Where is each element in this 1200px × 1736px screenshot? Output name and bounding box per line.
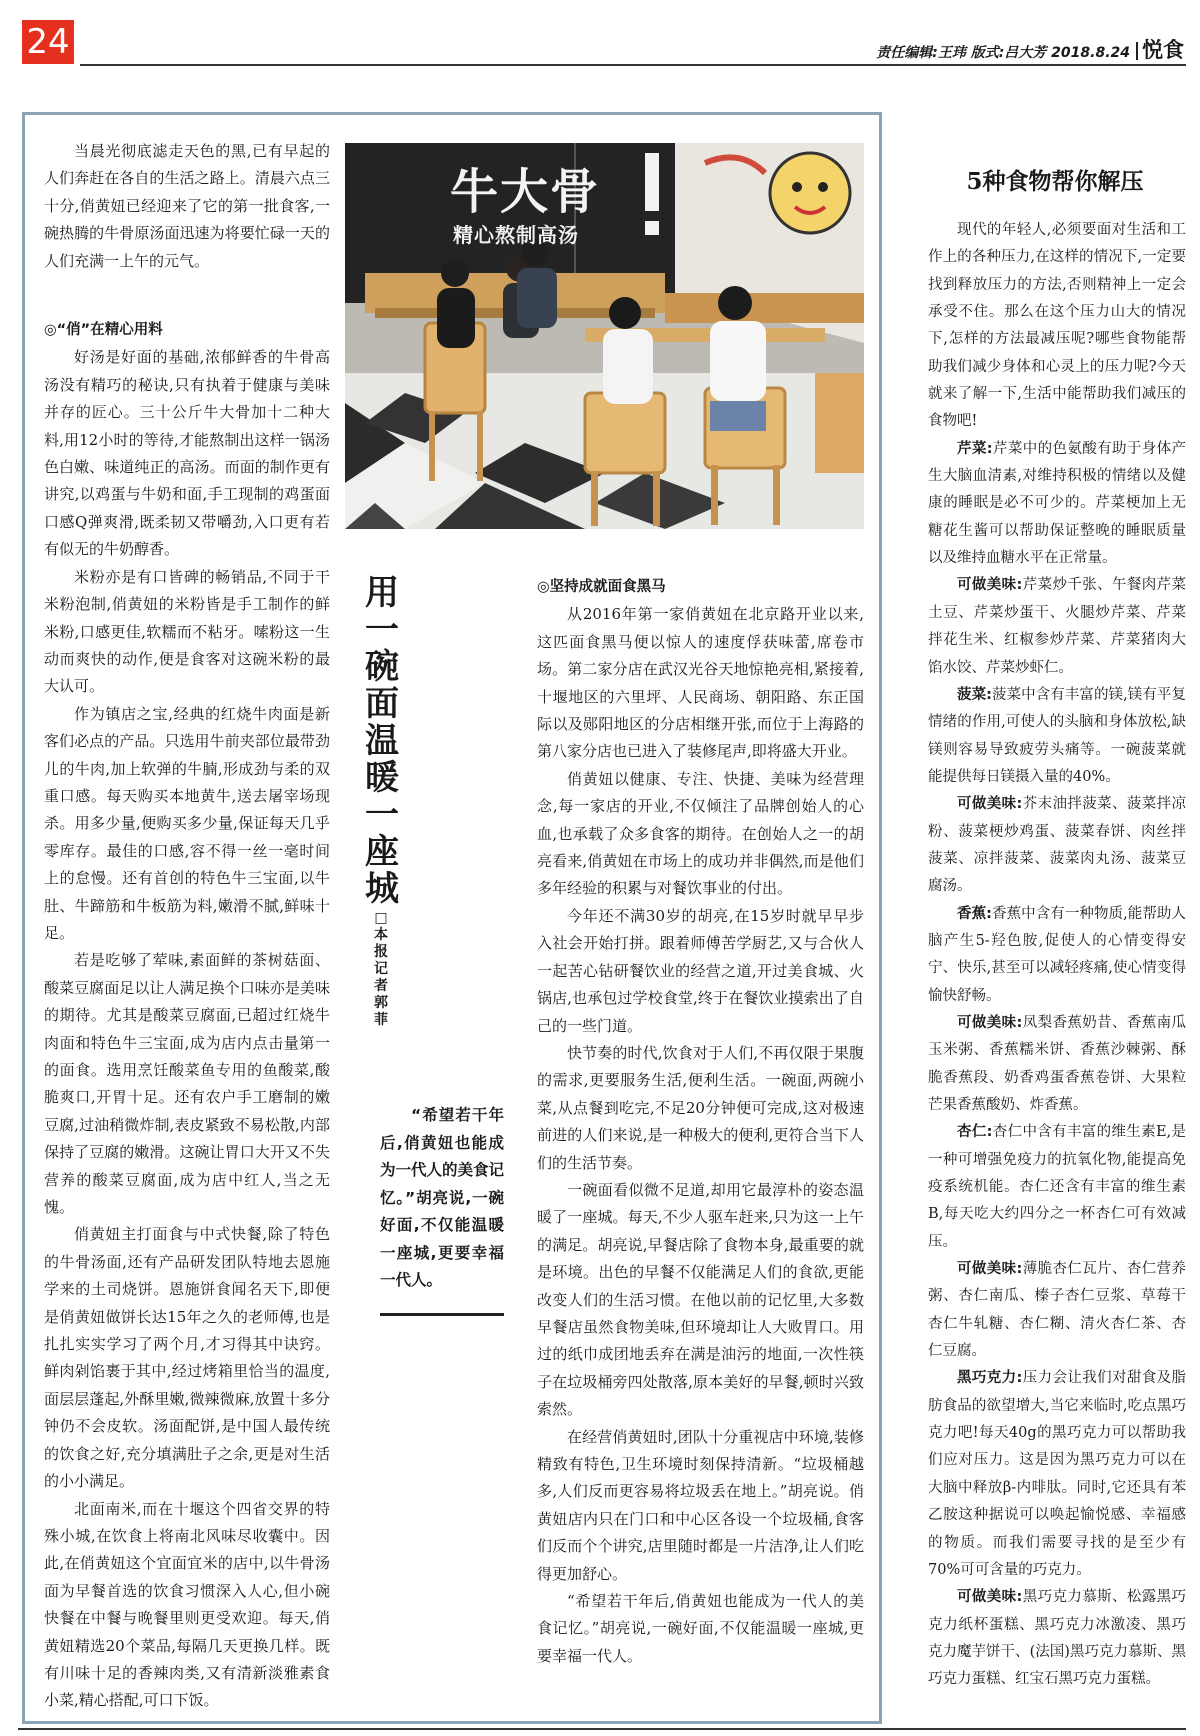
sidebar-label: 可做美味: — [957, 577, 1023, 594]
body-paragraph: 从2016年第一家俏黄妞在北京路开业以来,这匹面食黑马便以惊人的速度俘获味蕾,席卷市场。第二家分店在武汉光谷天地惊艳亮相,紧接着,十堰地区的六里坪、人民商场、朝阳路、东正国际以及郧阳地区的分店相继开张,而位于上海路的第八家分店也已进入了装修尾声,即将盛大开业。 — [537, 605, 864, 761]
sidebar-label: 杏仁: — [957, 1124, 993, 1141]
sidebar-text: 香蕉中含有一种物质,能帮助人脑产生5-羟色胺,促使人的心情变得安宁、快乐,甚至可以减轻疼痛,使心情变得愉快舒畅。 — [928, 905, 1186, 1004]
sidebar-label: 芹菜: — [957, 440, 993, 457]
sidebar-text: 菠菜中含有丰富的镁,镁有平复情绪的作用,可使人的头脑和身体放松,缺镁则容易导致疲劳头痛等。一碗菠菜就能提供每日镁摄入量的40%。 — [928, 686, 1186, 785]
body-paragraph: 北面南米,而在十堰这个四省交界的特殊小城,在饮食上将南北风味尽收囊中。因此,在俏黄妞这个宜面宜米的店中,以牛骨汤面为早餐首选的饮食习惯深入人心,但小碗快餐在中餐与晚餐里则更受欢迎。每天,俏黄妞精选20个菜品,每隔几天更换几样。既有川味十足的香辣肉类,又有清新淡雅素食小菜,精心搭配,可口下饭。 — [44, 1499, 330, 1710]
sidebar-paragraph — [928, 436, 1186, 573]
sidebar-text: 现代的年轻人,必须要面对生活和工作上的各种压力,在这样的情况下,一定要找到释放压力的方法,否则精神上一定会承受不住。那么在这个压力山大的情况下,怎样的方法最减压呢?哪些食物能帮助我们减少身体和心灵上的压力呢?今天就来了解一下,生活中能帮助我们减压的食物吧! — [928, 222, 1186, 430]
sidebar-text: 凤梨香蕉奶昔、香蕉南瓜玉米粥、香蕉糯米饼、香蕉沙棘粥、酥脆香蕉段、奶香鸡蛋香蕉卷饼、大果粒芒果香蕉酸奶、炸香蕉。 — [928, 1014, 1186, 1113]
body-paragraph: 作为镇店之宝,经典的红烧牛肉面是新客们必点的产品。只选用牛前夹部位最带劲儿的牛肉,加上软弹的牛腩,形成劲与柔的双重口感。每天购买本地黄牛,送去屠宰场现杀。用多少量,便购买多少量,保证每天几乎零库存。最佳的口感,容不得一丝一毫时间上的怠慢。还有首创的特色牛三宝面,以牛肚、牛蹄筋和牛板筋为料,嫩滑不腻,鲜味十足。 — [44, 704, 330, 942]
sidebar-paragraph — [928, 682, 1186, 791]
sidebar-paragraph — [928, 791, 1186, 900]
editor-credits: 责任编辑:王玮 版式:吕大芳 2018.8.24 — [876, 45, 1130, 61]
body-paragraph: 一碗面看似微不足道,却用它最淳朴的姿态温暖了一座城。每天,不少人驱车赶来,只为这一上午的满足。胡亮说,早餐店除了食物本身,最重要的就是环境。出色的早餐不仅能满足人们的食欲,更能改变人们的生活习惯。在他以前的记忆里,大多数早餐店虽然食物美味,但环境却让人大败胃口。用过的纸巾成团地丢弃在满是油污的地面,一次性筷子在垃圾桶旁四处散落,原本美好的早餐,顿时兴致索然。 — [537, 1180, 864, 1419]
body-paragraph: 好汤是好面的基础,浓郁鲜香的牛骨高汤没有精巧的秘诀,只有执着于健康与美味并存的匠心。三十公斤牛大骨加十二种大料,用12小时的等待,才能熬制出这样一锅汤色白嫩、味道纯正的高汤。而面的制作更有讲究,以鸡蛋与牛奶和面,手工现制的鸡蛋面口感Q弹爽滑,既柔韧又带嚼劲,入口更有若有似无的牛奶醇香。 — [44, 348, 330, 559]
article-column-left — [44, 138, 330, 1715]
page-number: 24 — [22, 20, 74, 64]
sidebar-title: 5种食物帮你解压 — [966, 168, 1144, 195]
photo-sign-main: 牛大骨 — [450, 164, 601, 220]
article-column-right — [537, 574, 864, 1670]
sidebar-text: 薄脆杏仁瓦片、杏仁营养粥、杏仁南瓜、榛子杏仁豆浆、草莓干杏仁牛轧糖、杏仁糊、清火杏仁茶、杏仁豆腐。 — [928, 1261, 1186, 1360]
sidebar-text: 芥末油拌菠菜、菠菜拌凉粉、菠菜梗炒鸡蛋、菠菜春饼、肉丝拌菠菜、凉拌菠菜、菠菜肉丸汤、菠菜豆腐汤。 — [928, 796, 1186, 895]
paragraph-gap — [44, 275, 330, 305]
section-heading: ◎坚持成就面食黑马 — [537, 579, 666, 595]
sidebar-text: 芹菜中的色氨酸有助于身体产生大脑血清素,对维持积极的情绪以及健康的睡眠是必不可少的。芹菜梗加上无糖花生酱可以帮助保证整晚的睡眠质量以及维持血糖水平在正常量。 — [928, 440, 1186, 567]
body-paragraph: 俏黄妞以健康、专注、快捷、美味为经营理念,每一家店的开业,不仅倾注了品牌创始人的心血,也承载了众多食客的期待。在创始人之一的胡亮看来,俏黄妞在市场上的成功并非偶然,而是他们多年经验的积累与对餐饮事业的付出。 — [537, 769, 864, 898]
body-paragraph: 当晨光彻底滤走天色的黑,已有早起的人们奔赶在各自的生活之路上。清晨六点三十分,俏黄妞已经迎来了它的第一批食客,一碗热腾的牛骨原汤面迅速为将要忙碌一天的人们充满一上午的元气。 — [44, 142, 330, 270]
body-paragraph: “希望若干年后,俏黄妞也能成为一代人的美食记忆。”胡亮说,一碗好面,不仅能温暖一座城,更要幸福一代人。 — [537, 1592, 864, 1665]
header-separator — [1136, 42, 1138, 60]
body-paragraph: 今年还不满30岁的胡亮,在15岁时就早早步入社会开始打拼。跟着师傅苦学厨艺,又与合伙人一起苦心钻研餐饮业的经营之道,开过美食城、火锅店,也承包过学校食堂,终于在餐饮业摸索出了自己的一些门道。 — [537, 906, 864, 1035]
sidebar-label: 香蕉: — [957, 905, 992, 922]
sidebar-label: 可做美味: — [957, 1014, 1023, 1031]
sidebar-text: 杏仁中含有丰富的维生素E,是一种可增强免疫力的抗氧化物,能提高免疫系统机能。杏仁还含有丰富的维生素B,每天吃大约四分之一杯杏仁可有效减压。 — [928, 1124, 1186, 1250]
section-heading: ◎“俏”在精心用料 — [44, 322, 163, 339]
pull-quote-rule — [380, 1313, 504, 1316]
sidebar-text: 压力会让我们对甜食及脂肪食品的欲望增大,当它来临时,吃点黑巧克力吧!每天40g的黑巧克力可以帮助我们应对压力。这是因为黑巧克力可以在大脑中释放β-内啡肽。同时,它还具有苯乙胺这种据说可以唤起愉悦感、幸福感的物质。而我们需要寻找的是至少有70%可可含量的巧克力。 — [928, 1370, 1186, 1578]
article-title: 用一碗面温暖一座城 — [365, 573, 399, 909]
body-paragraph: 俏黄妞主打面食与中式快餐,除了特色的牛骨汤面,还有产品研发团队特地去恩施学来的土司烧饼。恩施饼食闻名天下,即便是俏黄妞做饼长达15年之久的老师傅,也是扎扎实实学习了两个月,才习得其中诀窍。鲜肉剁馅裹于其中,经过烤箱里恰当的温度,面层层蓬起,外酥里嫩,微辣微麻,放置十多分钟仍不会皮软。汤面配饼,是中国人最传统的饮食之好,充分填满肚子之余,更是对生活的小小满足。 — [44, 1225, 330, 1491]
sidebar-paragraph — [928, 572, 1186, 681]
sidebar-label: 菠菜: — [957, 686, 992, 703]
footer-rule — [18, 1728, 1186, 1730]
sidebar-column — [928, 217, 1186, 1694]
body-paragraph: 若是吃够了荤味,素面鲜的茶树菇面、酸菜豆腐面足以让人满足换个口味亦是美味的期待。尤其是酸菜豆腐面,已超过红烧牛肉面和特色牛三宝面,成为店内点击量第一的面食。选用烹饪酸菜鱼专用的鱼酸菜,酸脆爽口,开胃十足。还有农户手工磨制的嫩豆腐,过油稍微炸制,表皮紧致不易松散,内部保持了豆腐的嫩滑。这碗让胃口大开又不失营养的酸菜豆腐面,成为店中红人,当之无愧。 — [44, 951, 330, 1217]
sidebar-label: 可做美味: — [957, 1261, 1023, 1278]
sidebar-paragraph — [928, 1119, 1186, 1256]
sidebar-label: 可做美味: — [957, 796, 1023, 813]
sidebar-label: 可做美味: — [957, 1589, 1023, 1606]
sidebar-label: 黑巧克力: — [957, 1370, 1023, 1387]
body-paragraph: 快节奏的时代,饮食对于人们,不再仅限于果腹的需求,更要服务生活,便利生活。一碗面,两碗小菜,从点餐到吃完,不足20分钟便可完成,这对极速前进的人们来说,是一种极大的便利,更符合当下人们的生活节奏。 — [537, 1043, 864, 1172]
sidebar-paragraph — [928, 1365, 1186, 1584]
sidebar-paragraph — [928, 1256, 1186, 1365]
article-byline: □本报记者 郭菲 — [374, 910, 388, 1028]
body-paragraph: 在经营俏黄妞时,团队十分重视店中环境,装修精致有特色,卫生环境时刻保持清新。“垃圾桶越多,人们反而更容易将垃圾丢在地上。”胡亮说。俏黄妞店内只在门口和中心区各设一个垃圾桶,食客们反而个个讲究,店里随时都是一片洁净,让人们吃得更加舒心。 — [537, 1427, 864, 1583]
sidebar-paragraph — [928, 1584, 1186, 1693]
restaurant-photo — [345, 143, 864, 529]
header-info — [876, 34, 1184, 64]
sidebar-text: 芹菜炒千张、午餐肉芹菜土豆、芹菜炒蛋干、火腿炒芹菜、芹菜拌花生米、红椒参炒芹菜、芹菜猪肉大馅水饺、芹菜炒虾仁。 — [928, 577, 1186, 676]
header-rule — [80, 64, 1186, 66]
sidebar-text: 黑巧克力慕斯、松露黑巧克力纸杯蛋糕、黑巧克力冰激凌、黑巧克力魔芋饼干、(法国)黑巧克力慕斯、黑巧克力蛋糕、红宝石黑巧克力蛋糕。 — [928, 1589, 1186, 1688]
pull-quote: “希望若干年后,俏黄妞也能成为一代人的美食记忆。”胡亮说,一碗好面,不仅能温暖一座城,更要幸福一代人。 — [380, 1106, 505, 1289]
sidebar-paragraph — [928, 1010, 1186, 1119]
sidebar-paragraph — [928, 217, 1186, 436]
photo-sign-sub: 精心熬制高汤 — [453, 223, 579, 247]
sidebar-paragraph — [928, 901, 1186, 1010]
section-name: 悦食 — [1142, 38, 1184, 62]
body-paragraph: 米粉亦是有口皆碑的畅销品,不同于干米粉泡制,俏黄妞的米粉皆是手工制作的鲜米粉,口感更佳,软糯而不粘牙。嗦粉这一生动而爽快的动作,便是食客对这碗米粉的最大认可。 — [44, 567, 330, 696]
restaurant-photo-drawing — [345, 143, 864, 529]
